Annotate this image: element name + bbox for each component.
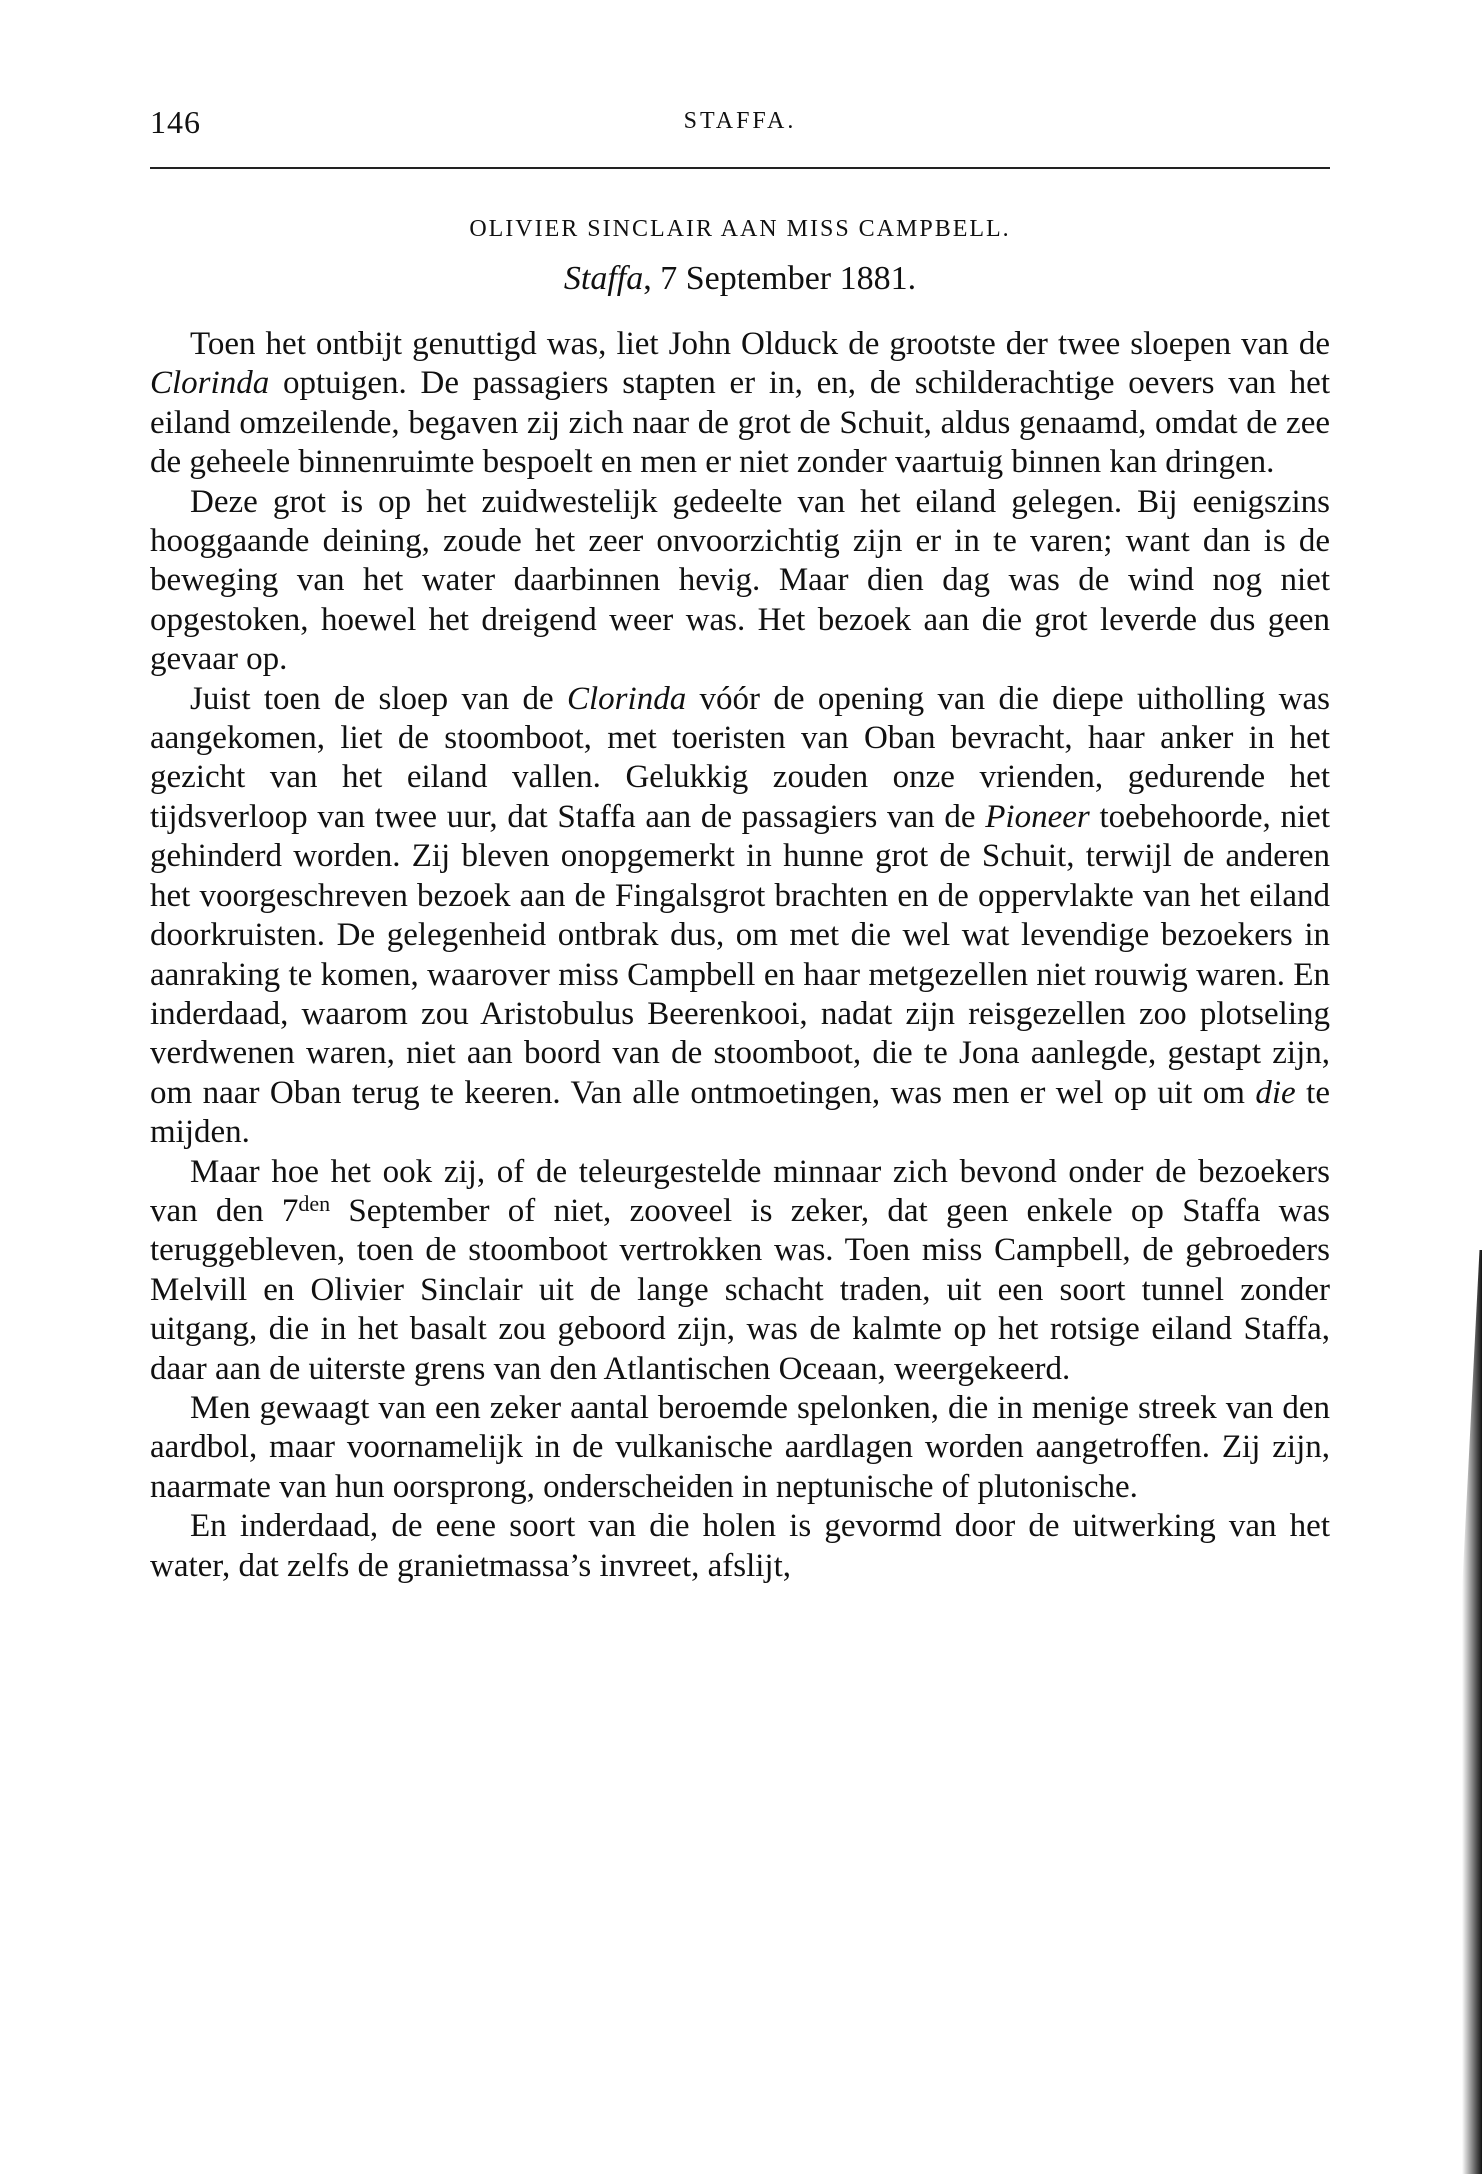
text-run: Maar hoe het ook zij, of de teleurgestelde minnaar zich bevond onder de bezoekers van den 7	[150, 1153, 1330, 1229]
text-run: te mijden.	[150, 1074, 1330, 1151]
italic-run: die	[1255, 1074, 1296, 1111]
italic-run: Clorinda	[150, 365, 270, 402]
paragraph	[150, 1507, 1330, 1586]
text-run: Men gewaagt van een zeker aantal beroemde spelonken, die in menige streek van den aardbol, maar voornamelijk in de vulkanische aardlagen worden aangetroffen. Zij zijn, naarmate van hun oorsprong, onderscheiden in neptunische of plutonische.	[150, 1389, 1330, 1505]
paragraph	[150, 1153, 1330, 1389]
paragraph	[150, 483, 1330, 680]
superscript: den	[298, 1190, 331, 1216]
italic-run: Clorinda	[567, 680, 687, 717]
header-rule	[150, 167, 1330, 169]
page-number: 146	[150, 104, 201, 140]
paragraph	[150, 325, 1330, 483]
text-run: En inderdaad, de eene soort van die holen is gevormd door de uitwerking van het water, dat zelfs de granietmassa’s invreet, afslijt,	[150, 1508, 1330, 1584]
text-run: Toen het ontbijt genuttigd was, liet John Olduck de grootste der twee sloepen van de	[190, 326, 1330, 362]
letter-dateline	[150, 260, 1330, 298]
dateline-date: , 7 September 1881.	[643, 260, 917, 297]
italic-run: Pioneer	[985, 798, 1090, 835]
text-run: toebehoorde, niet gehinderd worden. Zij bleven onopgemerkt in hunne grot de Schuit, terwijl de anderen het voorgeschreven bezoek aan de Fingalsgrot brachten en de oppervlakte van het eiland doorkruisten. De gelegenheid ontbrak dus, om met die wel wat levendige bezoekers in aanraking te komen, waarover miss Campbell en haar metgezellen niet rouwig waren. En inderdaad, waarom zou Aristobulus Beerenkooi, nadat zijn reisgezellen zoo plotseling verdwenen waren, niet aan boord van de stoomboot, die te Jona aanlegde, gestapt zijn, om naar Oban terug te keeren. Van alle ontmoetingen, was men er wel op uit om	[150, 798, 1330, 1111]
text-run: September of niet, zooveel is zeker, dat geen enkele op Staffa was teruggebleven, toen de stoomboot vertrokken was. Toen miss Campbell, de gebroeders Melvill en Olivier Sinclair uit de lange schacht traden, uit een soort tunnel zonder uitgang, die in het basalt zou geboord zijn, was de kalmte op het rotsige eiland Staffa, daar aan de uiterste grens van den Atlantischen Oceaan, weergekeerd.	[150, 1192, 1331, 1387]
paragraph	[150, 680, 1330, 1153]
running-title: STAFFA.	[683, 108, 797, 134]
text-run: optuigen. De passagiers stapten er in, en, de schilderachtige oevers van het eiland omzeilende, begaven zij zich naar de grot de Schuit, aldus genaamd, omdat de zee de geheele binnenruimte bespoelt en men er niet zonder vaartuig binnen kan dringen.	[150, 365, 1330, 481]
paragraph	[150, 1389, 1330, 1507]
letter-heading: OLIVIER SINCLAIR AAN MISS CAMPBELL.	[469, 216, 1011, 242]
text-run: Juist toen de sloep van de	[190, 680, 567, 717]
text-run: vóór de opening van die diepe uitholling was aangekomen, liet de stoomboot, met toeristen van Oban bevracht, haar anker in het gezicht van het eiland vallen. Gelukkig zouden onze vrienden, gedurende het tijdsverloop van twee uur, dat Staffa aan de passagiers van de	[150, 680, 1330, 835]
dateline-place: Staffa	[563, 260, 644, 297]
running-head	[150, 104, 1330, 144]
body-text	[150, 325, 1330, 1586]
scan-edge-shadow	[1432, 1250, 1482, 2174]
text-run: Deze grot is op het zuidwestelijk gedeelte van het eiland gelegen. Bij eenigszins hooggaande deining, zoude het zeer onvoorzichtig zijn er in te varen; want dan is de beweging van het water daarbinnen hevig. Maar dien dag was de wind nog niet opgestoken, hoewel het dreigend weer was. Het bezoek aan die grot leverde dus geen gevaar op.	[150, 483, 1330, 678]
